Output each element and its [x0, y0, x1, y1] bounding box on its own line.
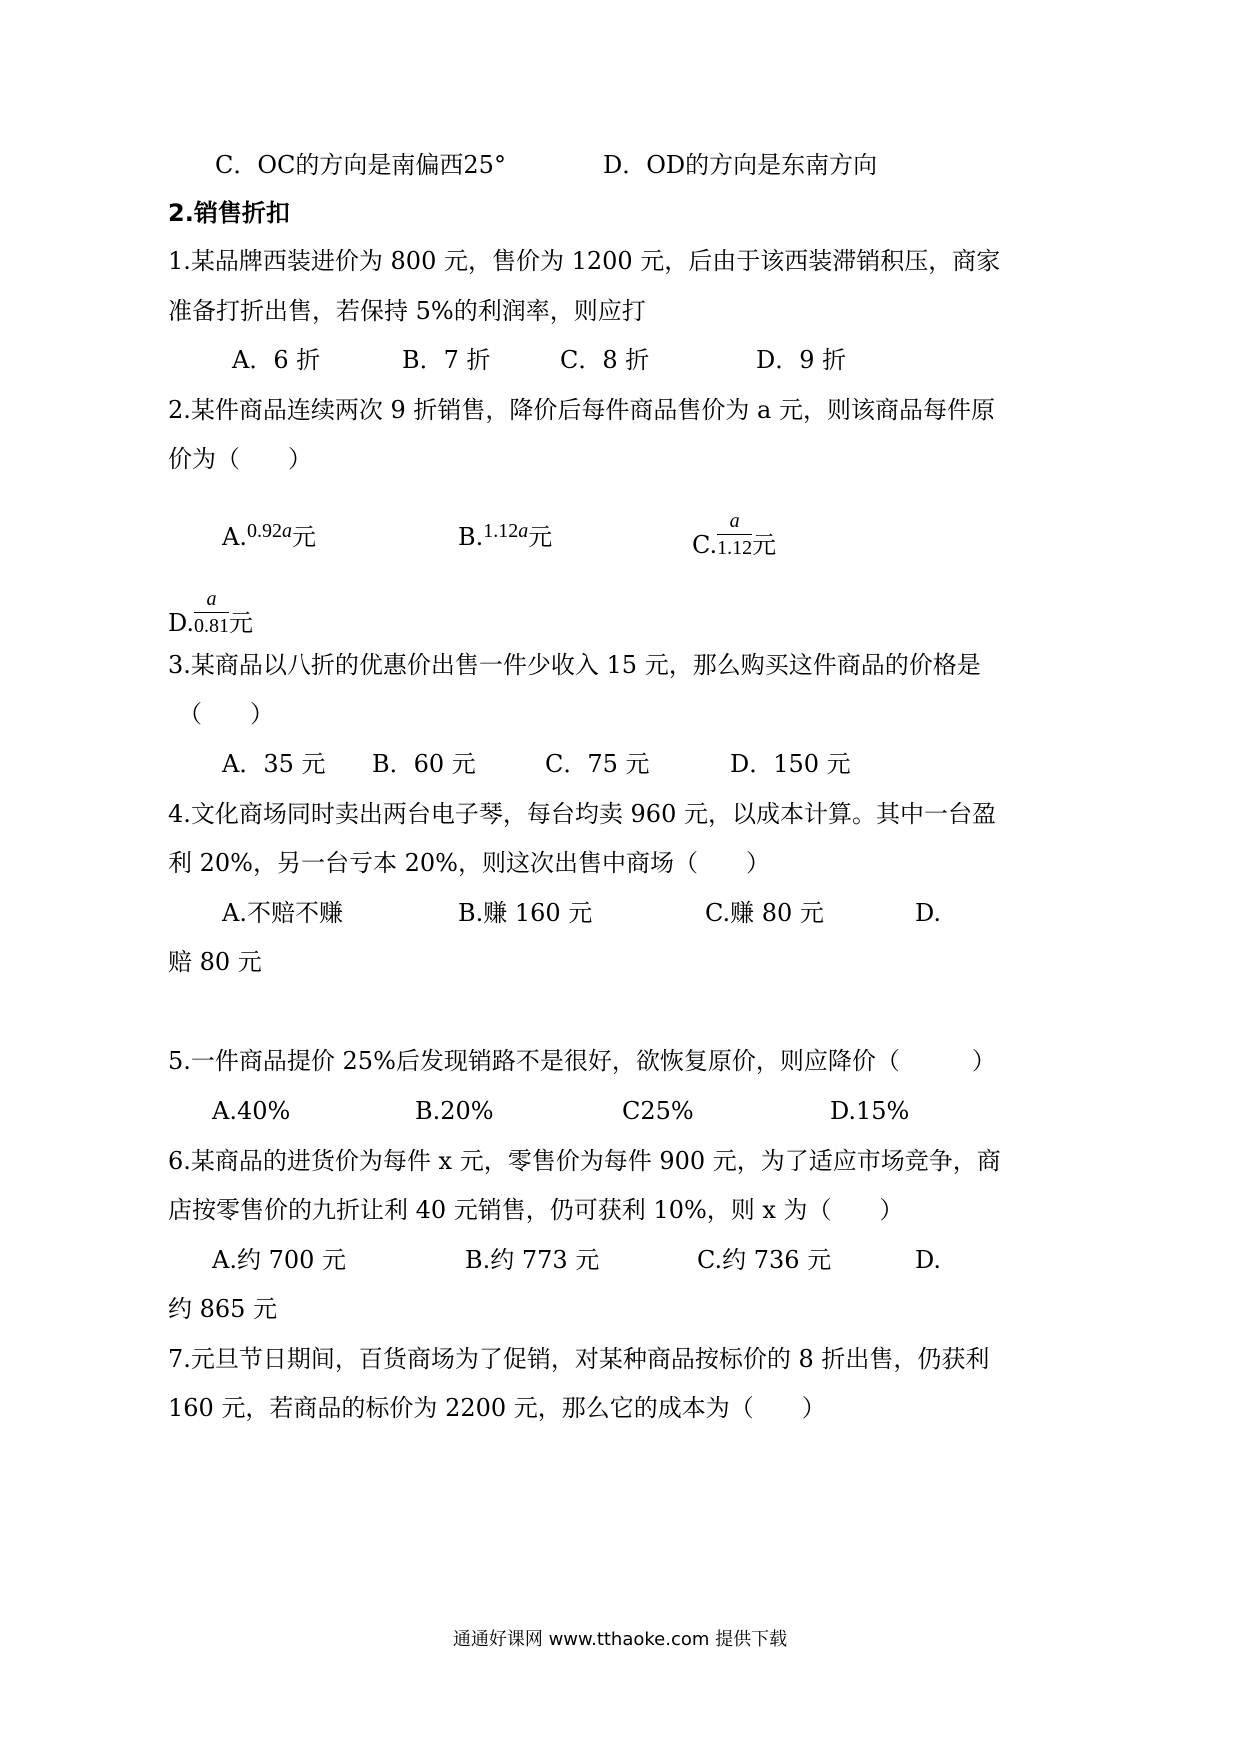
q4-option-a: A.不赔不赚	[222, 899, 343, 927]
q2-option-b	[458, 522, 552, 554]
q2-line1: 2.某件商品连续两次 9 折销售，降价后每件商品售价为 a 元，则该商品每件原	[168, 396, 995, 424]
q6-option-d: D.	[915, 1246, 942, 1274]
q6-option-b: B.约 773 元	[465, 1246, 600, 1274]
q5-option-c: C25%	[622, 1097, 694, 1125]
q2-option-a-unit: 元	[291, 523, 316, 551]
q2-option-c-fraction	[717, 510, 752, 559]
q3-option-d: D．150 元	[730, 750, 851, 778]
q1-line1: 1.某品牌西装进价为 800 元，售价为 1200 元，后由于该西装滞销积压，商家	[168, 247, 1001, 275]
q7-line2: 160 元，若商品的标价为 2200 元，那么它的成本为（ ）	[168, 1394, 826, 1422]
q7-line1: 7.元旦节日期间，百货商场为了促销，对某种商品按标价的 8 折出售，仍获利	[168, 1345, 990, 1373]
prev-option-d: D．OD的方向是东南方向	[603, 151, 878, 179]
q1-option-c: C．8 折	[560, 346, 650, 374]
q2-option-c	[692, 510, 777, 571]
q2-option-c-unit: 元	[752, 531, 777, 559]
q6-option-a: A.约 700 元	[212, 1246, 347, 1274]
q1-option-b: B．7 折	[402, 346, 491, 374]
q6-option-c: C.约 736 元	[697, 1246, 832, 1274]
q4-option-c: C.赚 80 元	[705, 899, 824, 927]
q5-option-a: A.40%	[212, 1097, 291, 1125]
prev-option-c: C．OC的方向是南偏西25°	[215, 151, 506, 179]
q4-line2: 利 20%，另一台亏本 20%，则这次出售中商场（ ）	[168, 849, 770, 877]
q6-option-d-continued: 约 865 元	[168, 1295, 278, 1323]
q2-option-d	[168, 588, 254, 649]
q2-option-b-value: 1.12a	[483, 520, 529, 542]
q3-line1: 3.某商品以八折的优惠价出售一件少收入 15 元，那么购买这件商品的价格是	[168, 651, 981, 679]
q4-option-d-continued: 赔 80 元	[168, 948, 262, 976]
q2-option-d-denominator: 0.81	[194, 615, 230, 637]
q2-option-c-prefix: C.	[692, 531, 718, 559]
q2-option-b-unit: 元	[528, 523, 553, 551]
q2-option-a-prefix: A.	[222, 523, 247, 551]
q2-option-c-denominator: 1.12	[717, 537, 753, 559]
q4-option-b: B.赚 160 元	[458, 899, 593, 927]
q2-option-c-numerator: a	[717, 510, 752, 535]
page-footer: 通通好课网 www.tthaoke.com 提供下载	[452, 1629, 788, 1650]
q5-option-b: B.20%	[415, 1097, 494, 1125]
q3-option-a: A．35 元	[222, 750, 326, 778]
q4-option-d: D.	[915, 899, 942, 927]
q1-option-d: D．9 折	[756, 346, 847, 374]
q2-option-a	[222, 522, 316, 554]
q3-option-c: C．75 元	[545, 750, 650, 778]
q3-line2: （ ）	[178, 700, 274, 728]
q1-line2: 准备打折出售，若保持 5%的利润率，则应打	[168, 297, 646, 325]
q2-option-d-numerator: a	[194, 588, 229, 613]
q6-line2: 店按零售价的九折让利 40 元销售，仍可获利 10%，则 x 为（ ）	[168, 1196, 904, 1224]
q2-line2: 价为（ ）	[168, 445, 312, 473]
q3-option-b: B．60 元	[372, 750, 476, 778]
q2-option-d-unit: 元	[229, 609, 254, 637]
q5-line1: 5.一件商品提价 25%后发现销路不是很好，欲恢复原价，则应降价（ ）	[168, 1047, 996, 1075]
q5-option-d: D.15%	[830, 1097, 910, 1125]
q1-option-a: A．6 折	[232, 346, 321, 374]
q6-line1: 6.某商品的进货价为每件 x 元，零售价为每件 900 元，为了适应市场竞争，商	[168, 1147, 1001, 1175]
q2-option-b-prefix: B.	[458, 523, 484, 551]
q2-option-d-prefix: D.	[168, 609, 195, 637]
q4-line1: 4.文化商场同时卖出两台电子琴，每台均卖 960 元，以成本计算。其中一台盈	[168, 800, 996, 828]
q2-option-d-fraction	[194, 588, 229, 637]
q2-option-a-value: 0.92a	[246, 520, 292, 542]
section-title: 2.销售折扣	[168, 199, 290, 227]
